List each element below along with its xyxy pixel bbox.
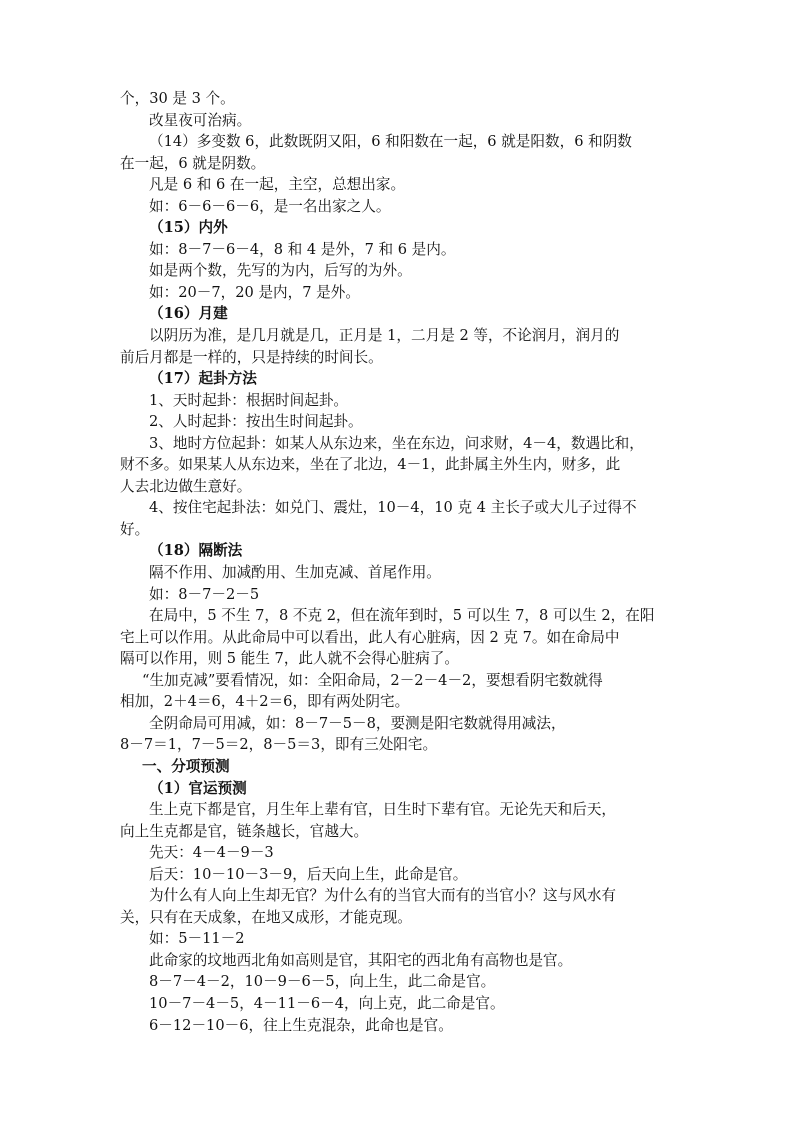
section-heading: （17）起卦方法	[149, 370, 257, 388]
text-line: 6－12－10－6，往上生克混杂，此命也是官。	[149, 1016, 453, 1034]
text-line: 在一起，6 就是阴数。	[120, 154, 266, 172]
text-line: 后天：10－10－3－9，后天向上生，此命是官。	[149, 865, 468, 883]
text-line: （14）多变数 6，此数既阴又阳，6 和阳数在一起，6 就是阳数，6 和阴数	[149, 133, 632, 151]
text-line: 宅上可以作用。从此命局中可以看出，此人有心脏病，因 2 克 7。如在命局中	[120, 628, 620, 646]
text-line: 在局中，5 不生 7，8 不克 2，但在流年到时，5 可以生 7，8 可以生 2，在阳	[149, 607, 655, 625]
text-line: “生加克减”要看情况，如：全阳命局，2－2－4－2，要想看阴宅数就得	[142, 671, 603, 689]
text-line: 人去北边做生意好。	[120, 477, 252, 495]
text-line: 个，30 是 3 个。	[120, 90, 235, 107]
text-line: 如：8－7－6－4，8 和 4 是外，7 和 6 是内。	[149, 240, 456, 258]
text-line: 隔不作用、加减酌用、生加克减、首尾作用。	[149, 564, 441, 582]
text-line: 此命家的坟地西北角如高则是官，其阳宅的西北角有高物也是官。	[149, 951, 573, 969]
text-line: 8－7－4－2，10－9－6－5，向上生，此二命是官。	[149, 973, 496, 991]
text-line: 如：6－6－6－6，是一名出家之人。	[149, 197, 391, 215]
document-body	[120, 88, 680, 1036]
text-line: 如：5－11－2	[149, 930, 245, 948]
section-heading: （15）内外	[149, 219, 228, 237]
text-line: 如是两个数，先写的为内，后写的为外。	[149, 262, 412, 280]
text-line: 为什么有人向上生却无官？为什么有的当官大而有的当官小？这与风水有	[149, 887, 617, 905]
text-line: 相加，2＋4＝6，4＋2＝6，即有两处阴宅。	[120, 693, 410, 711]
text-line: 隔可以作用，则 5 能生 7，此人就不会得心脏病了。	[120, 650, 459, 668]
section-heading: （1）官运预测	[149, 779, 247, 797]
section-heading: （16）月建	[149, 305, 228, 323]
text-line: 好。	[120, 520, 150, 538]
text-line: 如：8－7－2－5	[149, 585, 260, 603]
text-line: 生上克下都是官，月生年上辈有官，日生时下辈有官。无论先天和后天，	[149, 801, 617, 819]
text-line: 改星夜可治病。	[149, 111, 252, 129]
part-heading: 一、分项预测	[142, 757, 230, 775]
text-line: 10－7－4－5，4－11－6－4，向上克，此二命是官。	[149, 994, 505, 1012]
text-line: 如：20－7，20 是内，7 是外。	[149, 283, 360, 301]
text-line: 财不多。如果某人从东边来，坐在了北边，4－1，此卦属主外生内，财多，此	[120, 456, 621, 474]
text-line: 以阴历为准，是几月就是几，正月是 1，二月是 2 等，不论润月，润月的	[149, 327, 620, 345]
text-line: 3、地时方位起卦：如某人从东边来，坐在东边，问求财，4－4，数遇比和，	[149, 434, 644, 452]
text-line: 全阴命局可用减，如：8－7－5－8，要测是阳宅数就得用减法，	[149, 714, 566, 732]
text-line: 向上生克都是官，链条越长，官越大。	[120, 822, 369, 840]
text-line: 4、按住宅起卦法：如兑门、震灶，10－4，10 克 4 主长子或大儿子过得不	[149, 499, 637, 517]
text-line: 2、人时起卦：按出生时间起卦。	[149, 413, 363, 431]
text-line: 先天：4－4－9－3	[149, 844, 274, 862]
text-line: 1、天时起卦：根据时间起卦。	[149, 391, 349, 409]
text-line: 8－7＝1，7－5＝2，8－5＝3，即有三处阳宅。	[120, 736, 438, 754]
text-line: 前后月都是一样的，只是持续的时间长。	[120, 348, 383, 366]
text-line: 关，只有在天成象，在地又成形，才能克现。	[120, 908, 412, 926]
text-line: 凡是 6 和 6 在一起，主空，总想出家。	[149, 176, 406, 194]
section-heading: （18）隔断法	[149, 542, 243, 560]
